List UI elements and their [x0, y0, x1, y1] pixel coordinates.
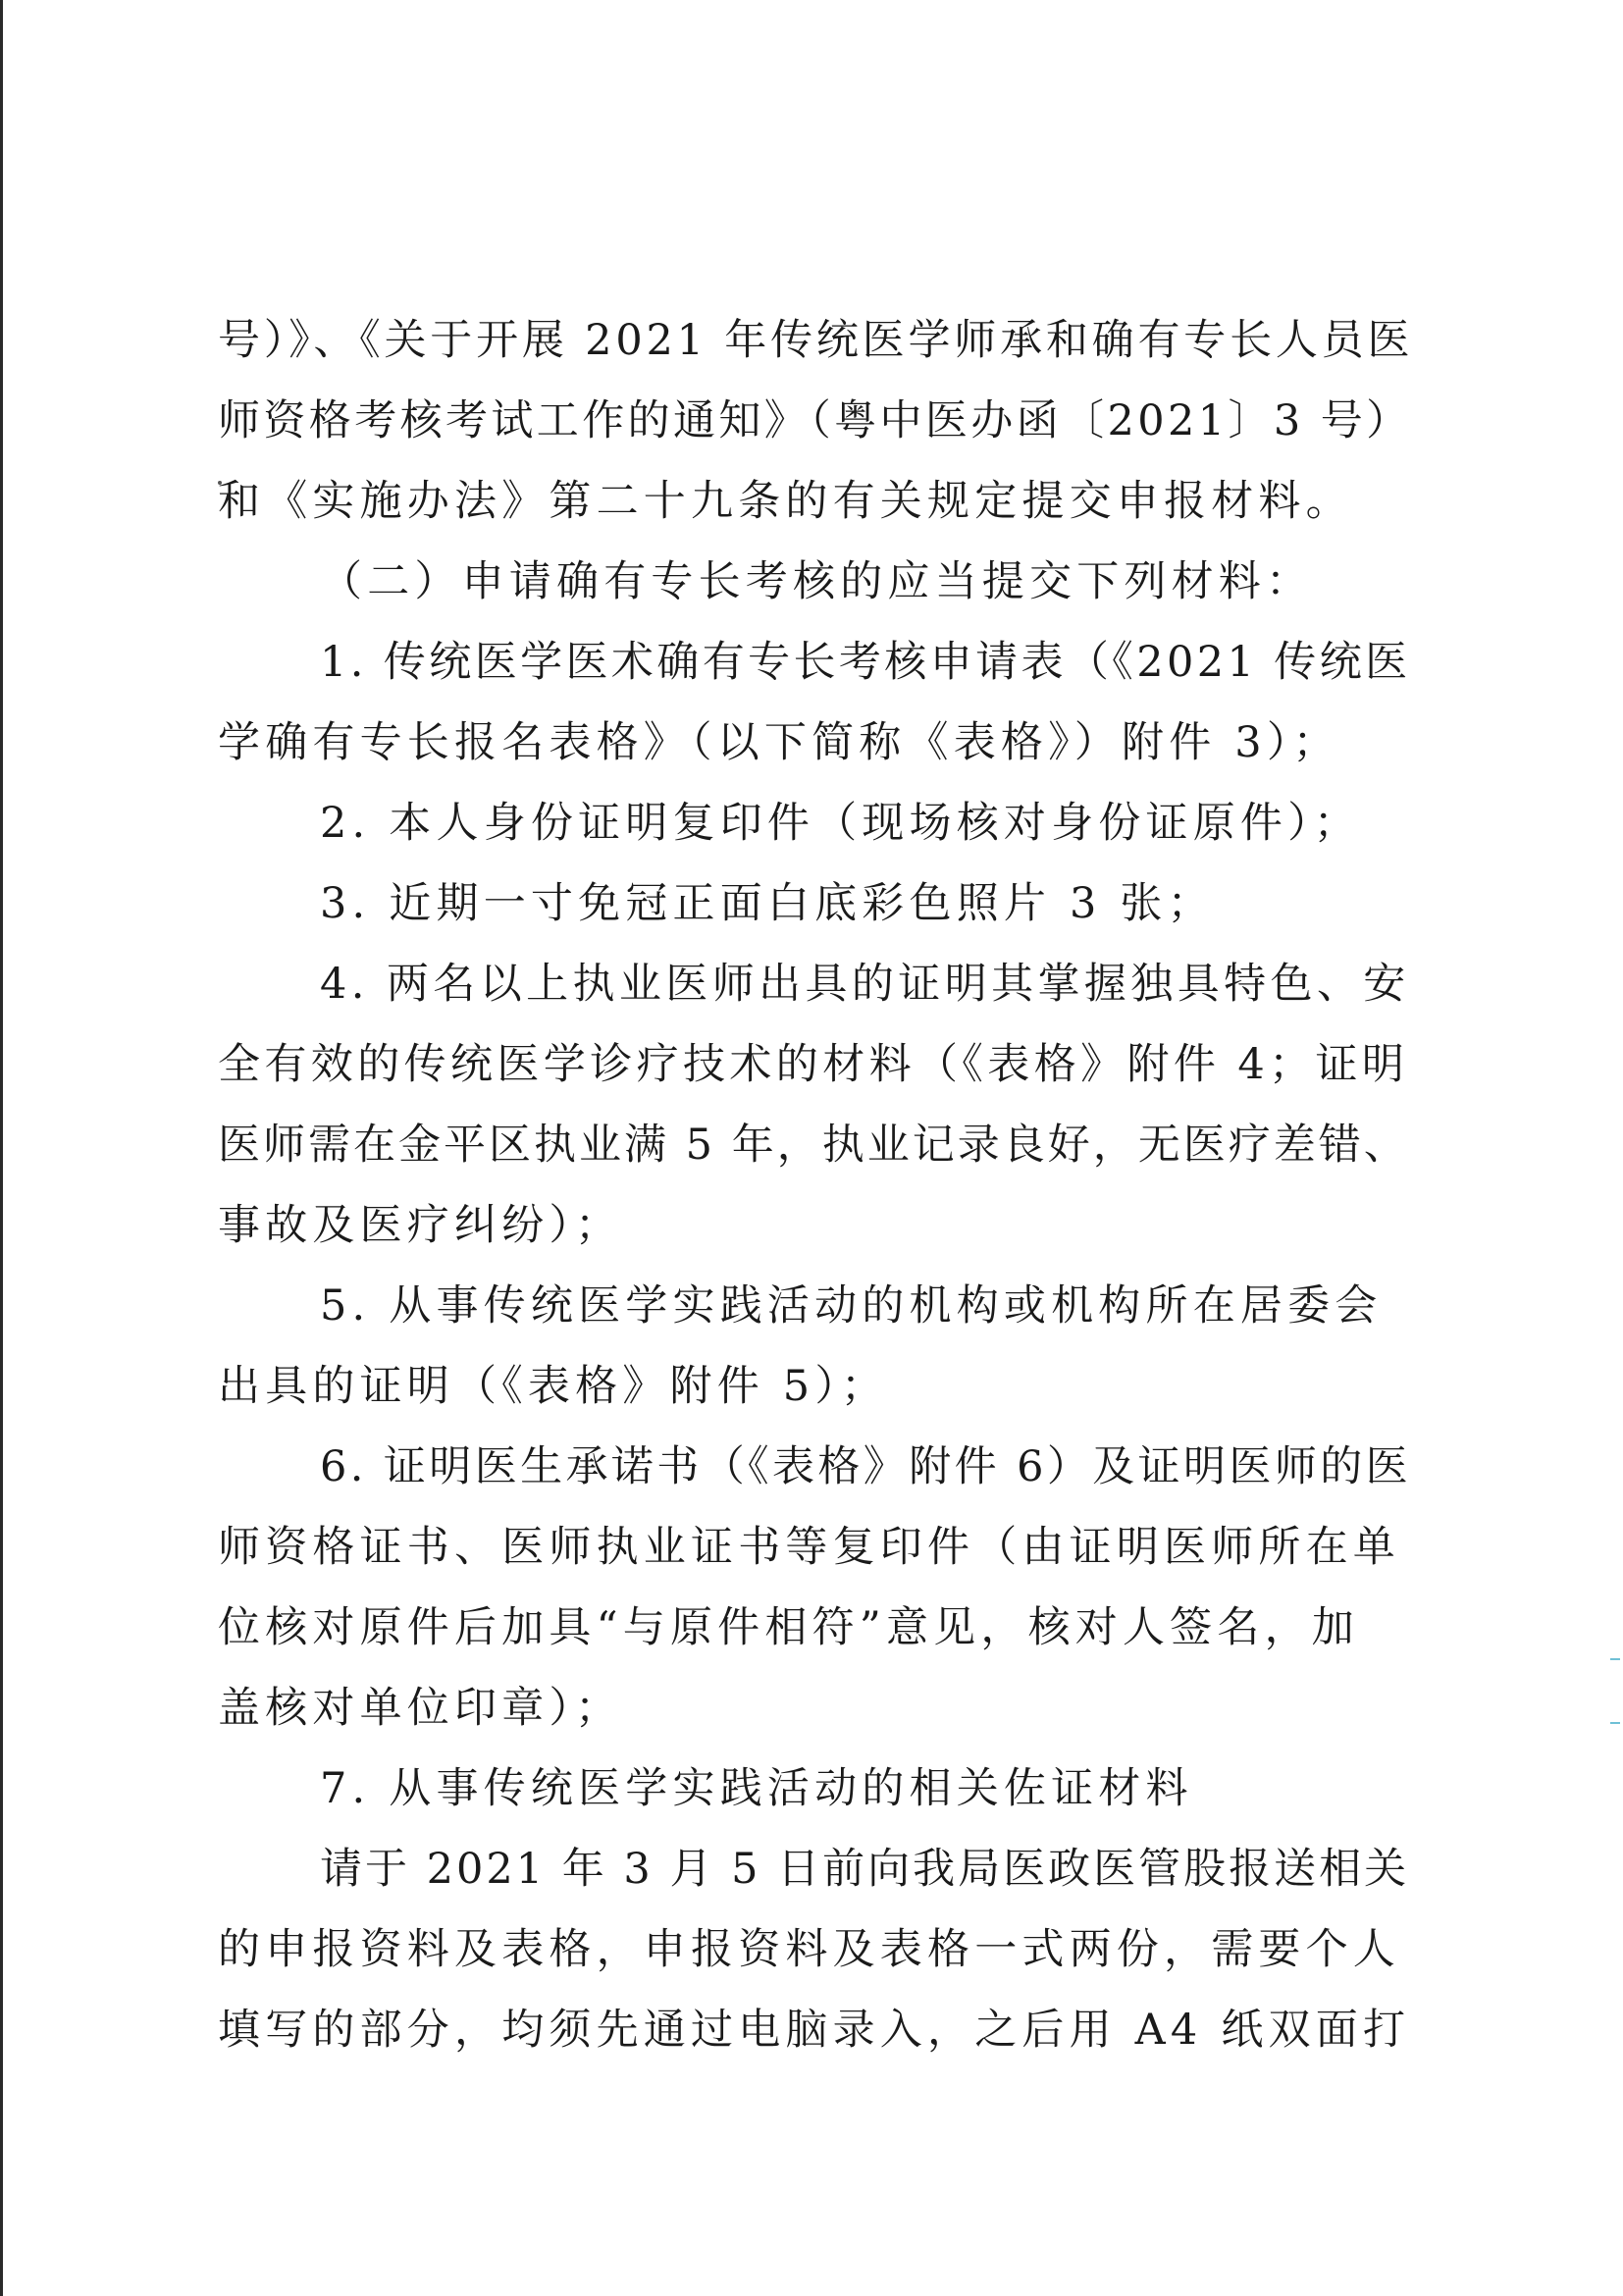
text-line: 和《实施办法》第二十九条的有关规定提交申报材料。 [218, 477, 1353, 526]
margin-mark [1610, 1658, 1620, 1660]
text-line: 师资格考核考试工作的通知》（粤中医办函〔2021〕3 号） [218, 396, 1412, 445]
text-line: 填写的部分，均须先通过电脑录入，之后用 A4 纸双面打 [218, 2006, 1411, 2055]
scan-edge [0, 0, 3, 2296]
text-line: 出具的证明（《表格》附件 5）； [218, 1362, 889, 1411]
paragraph-start: 请于 2021 年 3 月 5 日前向我局医政医管股报送相关 [320, 1845, 1410, 1894]
list-item: 2. 本人身份证明复印件（现场核对身份证原件）； [320, 799, 1361, 848]
list-item: 1. 传统医学医术确有专长考核申请表（《2021 传统医 [320, 638, 1411, 687]
text-line: 师资格证书、医师执业证书等复印件（由证明医师所在单 [218, 1523, 1400, 1572]
text-line: 位核对原件后加具“与原件相符”意见，核对人签名，加 [218, 1603, 1359, 1652]
list-item: 7. 从事传统医学实践活动的相关佐证材料 [320, 1764, 1193, 1813]
text-line: 号）》、《关于开展 2021 年传统医学师承和确有专长人员医 [218, 316, 1414, 365]
list-item: 6. 证明医生承诺书（《表格》附件 6）及证明医师的医 [320, 1442, 1412, 1491]
list-item: 4. 两名以上执业医师出具的证明其掌握独具特色、安 [320, 960, 1410, 1009]
text-line: 全有效的传统医学诊疗技术的材料（《表格》附件 4；证明 [218, 1040, 1409, 1089]
text-line: 的申报资料及表格，申报资料及表格一式两份，需要个人 [218, 1925, 1400, 1974]
section-heading: （二）申请确有专长考核的应当提交下列材料： [320, 557, 1314, 606]
text-line: 事故及医疗纠纷）； [218, 1201, 623, 1250]
text-line: 医师需在金平区执业满 5 年，执业记录良好，无医疗差错、 [218, 1121, 1409, 1170]
text-line: 学确有专长报名表格》（以下简称《表格》）附件 3）； [218, 718, 1340, 767]
list-item: 5. 从事传统医学实践活动的机构或机构所在居委会 [320, 1281, 1383, 1331]
text-line: 盖核对单位印章）； [218, 1684, 623, 1733]
margin-mark [1610, 1722, 1620, 1724]
list-item: 3. 近期一寸免冠正面白底彩色照片 3 张； [320, 879, 1215, 928]
